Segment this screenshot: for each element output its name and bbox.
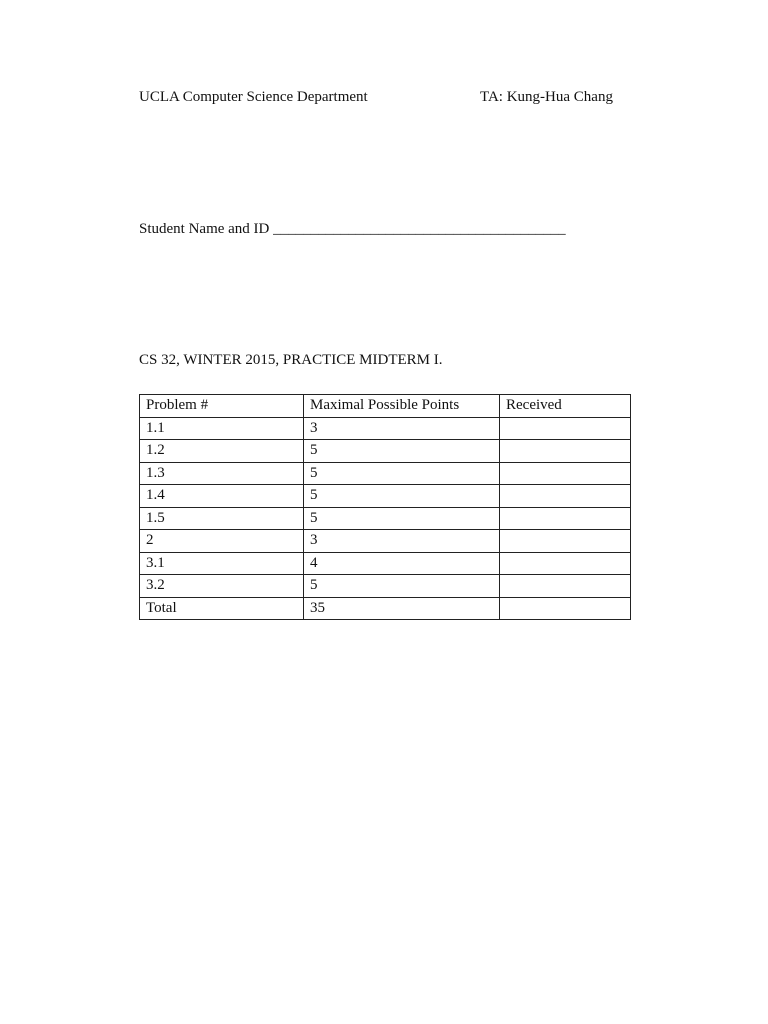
column-header-received: Received (500, 395, 631, 418)
received-cell (500, 507, 631, 530)
problem-cell: 2 (140, 530, 304, 553)
column-header-problem: Problem # (140, 395, 304, 418)
score-table (139, 394, 631, 620)
department-header: UCLA Computer Science Department (139, 89, 368, 105)
problem-cell: 1.1 (140, 417, 304, 440)
received-cell (500, 530, 631, 553)
points-cell: 5 (304, 440, 500, 463)
points-cell: 4 (304, 552, 500, 575)
table-row (140, 507, 631, 530)
problem-cell: 3.1 (140, 552, 304, 575)
points-cell: 3 (304, 530, 500, 553)
received-cell (500, 417, 631, 440)
points-cell: 5 (304, 462, 500, 485)
table-row-total (140, 597, 631, 620)
table-header-row (140, 395, 631, 418)
received-cell (500, 485, 631, 508)
points-cell: 3 (304, 417, 500, 440)
received-cell (500, 462, 631, 485)
table-row (140, 417, 631, 440)
column-header-max-points: Maximal Possible Points (304, 395, 500, 418)
table-row (140, 552, 631, 575)
table-row (140, 485, 631, 508)
received-cell (500, 597, 631, 620)
problem-cell: Total (140, 597, 304, 620)
points-cell: 35 (304, 597, 500, 620)
problem-cell: 1.4 (140, 485, 304, 508)
points-cell: 5 (304, 485, 500, 508)
points-cell: 5 (304, 507, 500, 530)
table-row (140, 530, 631, 553)
ta-header: TA: Kung-Hua Chang (480, 89, 613, 105)
student-name-blank: _______________________________________ (273, 221, 566, 237)
table-row (140, 575, 631, 598)
problem-cell: 1.5 (140, 507, 304, 530)
problem-cell: 1.3 (140, 462, 304, 485)
student-name-line (139, 221, 566, 238)
table-row (140, 462, 631, 485)
student-name-label: Student Name and ID (139, 221, 270, 237)
exam-title: CS 32, WINTER 2015, PRACTICE MIDTERM I. (139, 352, 443, 368)
table-row (140, 440, 631, 463)
received-cell (500, 552, 631, 575)
points-cell: 5 (304, 575, 500, 598)
received-cell (500, 575, 631, 598)
problem-cell: 1.2 (140, 440, 304, 463)
problem-cell: 3.2 (140, 575, 304, 598)
received-cell (500, 440, 631, 463)
